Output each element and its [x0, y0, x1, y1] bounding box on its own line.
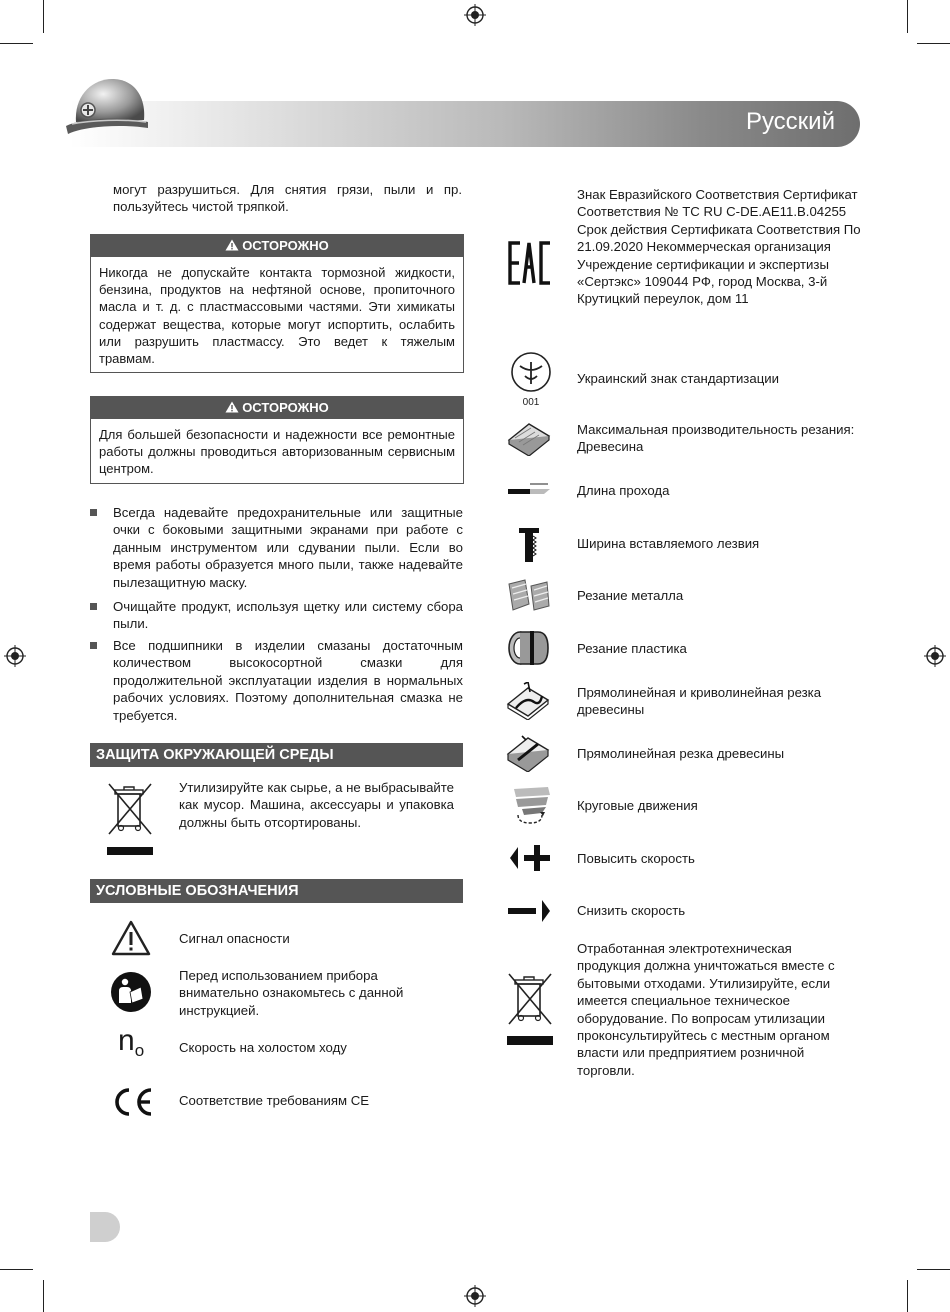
symbol-text: Ширина вставляемого лезвия — [577, 536, 760, 551]
eac-mark-icon — [508, 241, 552, 285]
section-title-symbols: УСЛОВНЫЕ ОБОЗНАЧЕНИЯ — [90, 879, 463, 903]
list-item — [90, 598, 463, 634]
read-manual-icon — [110, 971, 152, 1013]
registration-mark-icon — [4, 645, 26, 667]
no-load-speed-icon — [118, 1026, 158, 1062]
symbol-text: Прямолинейная резка древесины — [577, 746, 785, 761]
ukraine-standard-caption: 001 — [522, 397, 540, 408]
weee-bin-icon — [505, 970, 555, 1048]
symbol-text: Снизить скорость — [577, 903, 686, 918]
list-item-text: Очищайте продукт, используя щетку или систему сбора пыли. — [113, 599, 463, 632]
crop-mark-bottom-right-v — [907, 1280, 908, 1312]
warning-text: Для большей безопасности и надежности все ремонтные работы должны проводиться авторизованным сервисным центром. — [99, 427, 455, 477]
no-load-speed-subscript: o — [134, 1041, 145, 1060]
warning-box — [90, 396, 464, 484]
safety-helmet-icon — [62, 72, 152, 148]
symbol-text: Перед использованием прибора внимательно ознакомьтесь с данной инструкцией. — [179, 968, 404, 1018]
warning-triangle-icon — [225, 401, 239, 413]
registration-mark-icon — [464, 4, 486, 26]
language-label: Русский — [745, 108, 835, 135]
orbital-motion-icon — [508, 785, 552, 825]
no-load-speed-glyph: n — [118, 1024, 135, 1057]
crop-mark-bottom-left — [0, 1269, 33, 1270]
warning-header — [91, 235, 463, 257]
list-item-text: Все подшипники в изделии смазаны достаточным количеством высокосортной смазки для продолжительной эксплуатации изделия в нормальных рабочих условиях. Поэтому дополнительная смазка не требуется. — [113, 638, 463, 723]
symbol-text: Повысить скорость — [577, 851, 695, 866]
section-title-environment: ЗАЩИТА ОКРУЖАЮЩЕЙ СРЕДЫ — [90, 743, 463, 767]
symbol-text: Украинский знак стандартизации — [577, 371, 779, 386]
speed-decrease-icon — [508, 898, 552, 924]
crop-mark-top-left-v — [43, 0, 44, 33]
wood-cutting-capacity-icon — [507, 420, 551, 456]
straight-cut-wood-icon — [506, 734, 550, 772]
symbol-text: Длина прохода — [577, 483, 670, 498]
warning-title: ОСТОРОЖНО — [242, 400, 329, 415]
symbol-text: Соответствие требованиям CE — [179, 1093, 370, 1108]
symbol-text: Круговые движения — [577, 798, 698, 813]
bullet-square-icon — [90, 642, 97, 649]
blade-width-icon — [517, 528, 541, 562]
warning-title: ОСТОРОЖНО — [242, 238, 329, 253]
warning-header — [91, 397, 463, 419]
crop-mark-top-right-v — [907, 0, 908, 33]
registration-mark-icon — [464, 1285, 486, 1307]
intro-paragraph: могут разрушиться. Для снятия грязи, пыли и пр. пользуйтесь чистой тряпкой. — [113, 182, 462, 215]
warning-text: Никогда не допускайте контакта тормозной жидкости, бензина, продуктов на нефтяной основе, пропиточного масла и т. д. с пластмассовыми частями. Эти химикаты содержат вещества, которые могут испортить, ослабить или разрушить пластмассу. Это ведет к тяжелым травмам. — [99, 265, 455, 367]
symbol-text: Максимальная производительность резания: Древесина — [577, 422, 855, 455]
weee-bin-icon — [105, 780, 155, 858]
language-header-bar — [70, 101, 860, 147]
warning-triangle-icon — [225, 239, 239, 251]
symbol-text: Скорость на холостом ходу — [179, 1040, 347, 1055]
list-item — [90, 504, 463, 592]
warning-box — [90, 234, 464, 373]
warning-triangle-icon — [111, 920, 151, 956]
symbol-text: Резание металла — [577, 588, 684, 603]
crop-mark-bottom-left-v — [43, 1280, 44, 1312]
crop-mark-top-left — [0, 43, 33, 44]
plastic-cutting-icon — [506, 629, 550, 667]
metal-cutting-icon — [507, 578, 551, 612]
ukraine-standard-icon — [508, 350, 554, 408]
ce-mark-icon — [110, 1087, 154, 1117]
crop-mark-top-right — [917, 43, 950, 44]
symbol-text: Прямолинейная и криволинейная резка древесины — [577, 685, 822, 718]
symbol-text: Отработанная электротехническая продукция должна уничтожаться вместе с бытовыми отходами. Утилизируйте, если имеется специальное техническое оборудование. По вопросам утилизации проконсультируйтесь с местным органом власти или предприятием розничной торговли. — [577, 941, 835, 1078]
eac-certificate-text: Знак Евразийского Соответствия Сертификат Соответствия № TC RU C-DE.AE11.B.04255 Срок действия Сертификата Соответствия По 21.09.2020 Некоммерческая организация Учреждение сертификации и экспертизы «Сертэкс» 109044 РФ, город Москва, 3-й Крутицкий переулок, дом 11 — [577, 187, 861, 307]
list-item — [90, 637, 463, 725]
environment-text: Утилизируйте как сырье, а не выбрасывайте как мусор. Машина, аксессуары и упаковка должны быть отсортированы. — [179, 780, 454, 830]
crop-mark-bottom-right — [917, 1269, 950, 1270]
symbol-text: Сигнал опасности — [179, 931, 290, 946]
stroke-length-icon — [508, 483, 550, 497]
bullet-square-icon — [90, 509, 97, 516]
list-item-text: Всегда надевайте предохранительные или защитные очки с боковыми защитными экранами при работе с данным инструментом или сдувании пыли. Если во время работы образуется много пыли, также надевайте пылезащитную маску. — [113, 505, 463, 590]
symbol-text: Резание пластика — [577, 641, 687, 656]
speed-increase-icon — [510, 845, 552, 871]
curve-cut-wood-icon — [506, 682, 550, 720]
page-number-tab — [90, 1212, 120, 1242]
registration-mark-icon — [924, 645, 946, 667]
bullet-square-icon — [90, 603, 97, 610]
